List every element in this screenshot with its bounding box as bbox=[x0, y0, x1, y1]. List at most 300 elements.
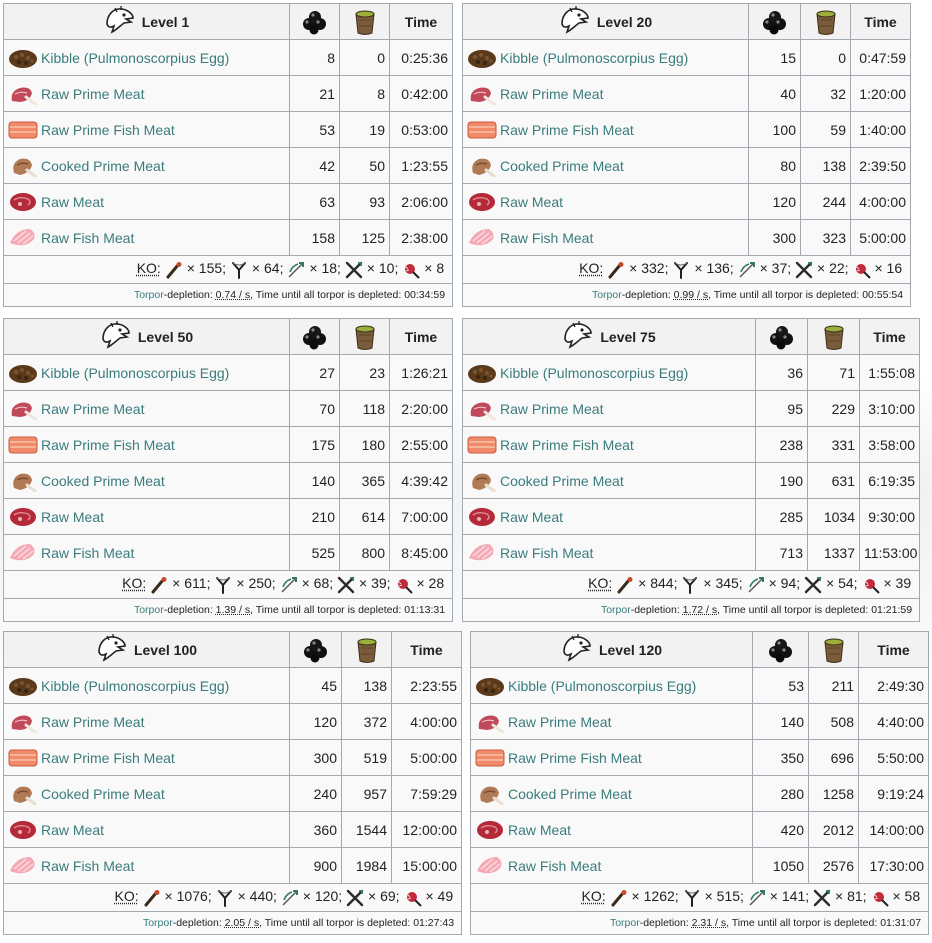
food-cell bbox=[4, 848, 290, 884]
ko-hits: 54 bbox=[838, 575, 854, 592]
tranq-dart-icon bbox=[871, 889, 889, 907]
taming-time: 9:19:24 bbox=[859, 776, 929, 812]
taming-time: 5:00:00 bbox=[851, 220, 911, 256]
ko-hits: 49 bbox=[437, 888, 454, 905]
narcotic-count: 631 bbox=[808, 463, 860, 499]
food-count: 140 bbox=[753, 704, 809, 740]
food-link[interactable]: Raw Prime Fish Meat bbox=[508, 749, 642, 766]
food-count: 240 bbox=[290, 776, 342, 812]
torpor-row bbox=[471, 912, 929, 935]
time-header bbox=[859, 632, 929, 668]
taming-time: 0:42:00 bbox=[390, 76, 453, 112]
ko-hits: 155 bbox=[198, 260, 223, 277]
ko-hits: 120 bbox=[314, 888, 339, 905]
food-link[interactable]: Cooked Prime Meat bbox=[500, 472, 624, 489]
taming-time: 9:30:00 bbox=[860, 499, 920, 535]
crossbow-icon bbox=[813, 889, 831, 907]
food-count: 350 bbox=[753, 740, 809, 776]
raw-prime-fish-meat-icon bbox=[467, 119, 497, 141]
taming-time: 3:58:00 bbox=[860, 427, 920, 463]
torpor-depletion-time: 00:34:59 bbox=[404, 289, 446, 301]
wooden-club-icon bbox=[143, 889, 161, 907]
time-header-label: Time bbox=[864, 13, 897, 30]
wooden-club-icon bbox=[610, 889, 628, 907]
food-count: 280 bbox=[753, 776, 809, 812]
food-link[interactable]: Raw Prime Meat bbox=[500, 400, 604, 417]
food-amount-header bbox=[290, 632, 342, 668]
table-row bbox=[4, 355, 453, 391]
ko-hits: 37 bbox=[771, 260, 788, 277]
food-count: 53 bbox=[753, 668, 809, 704]
ko-hits: 64 bbox=[264, 260, 280, 277]
ko-cell: KO: × 844; × 345; × 94; × 54; × 39 bbox=[463, 571, 920, 599]
food-cell bbox=[463, 463, 756, 499]
raw-fish-meat-icon bbox=[475, 855, 505, 877]
tranq-dart-icon bbox=[402, 261, 420, 279]
torpor-row bbox=[4, 284, 453, 307]
table-row bbox=[4, 776, 462, 812]
dinosaur-skull-icon bbox=[559, 6, 591, 37]
ko-cell: KO: × 611; × 250; × 68; × 39; × 28 bbox=[4, 571, 453, 599]
food-count: 53 bbox=[290, 112, 340, 148]
taming-time: 3:10:00 bbox=[860, 391, 920, 427]
food-cell bbox=[4, 668, 290, 704]
food-count: 27 bbox=[290, 355, 340, 391]
narcotic-count: 0 bbox=[801, 40, 851, 76]
narcotic-count: 59 bbox=[801, 112, 851, 148]
food-count: 120 bbox=[290, 704, 342, 740]
food-count: 175 bbox=[290, 427, 340, 463]
narcotic-count: 957 bbox=[342, 776, 392, 812]
bow-icon bbox=[280, 576, 298, 594]
narcotic-amount-header bbox=[809, 632, 859, 668]
taming-table-level bbox=[470, 631, 929, 935]
torpor-link[interactable]: Torpor bbox=[142, 917, 173, 929]
taming-time: 5:50:00 bbox=[859, 740, 929, 776]
table-row bbox=[471, 776, 929, 812]
taming-time: 4:00:00 bbox=[392, 704, 462, 740]
torpor-prefix: -depletion: bbox=[639, 917, 692, 929]
food-count: 300 bbox=[749, 220, 801, 256]
food-cell bbox=[4, 391, 290, 427]
taming-time: 0:47:59 bbox=[851, 40, 911, 76]
food-link[interactable]: Raw Fish Meat bbox=[41, 857, 135, 874]
raw-fish-meat-icon bbox=[467, 227, 497, 249]
torpor-depletion-time: 00:55:54 bbox=[862, 289, 904, 301]
level-label: Level 100 bbox=[133, 641, 198, 658]
cooked-prime-meat-icon bbox=[475, 783, 505, 805]
food-cell bbox=[471, 740, 753, 776]
taming-table-level bbox=[462, 318, 920, 622]
time-header-label: Time bbox=[877, 641, 910, 658]
dinosaur-skull-icon bbox=[96, 634, 128, 665]
food-link[interactable]: Kibble (Pulmonoscorpius Egg) bbox=[41, 49, 230, 66]
food-count: 100 bbox=[749, 112, 801, 148]
kibble-icon bbox=[475, 675, 505, 697]
food-link[interactable]: Raw Meat bbox=[41, 821, 105, 838]
narcotic-count: 229 bbox=[808, 391, 860, 427]
berries-icon bbox=[760, 9, 790, 35]
torpor-link[interactable]: Torpor bbox=[133, 289, 164, 301]
food-cell bbox=[463, 535, 756, 571]
taming-time: 12:00:00 bbox=[392, 812, 462, 848]
ko-hits: 332 bbox=[641, 260, 665, 277]
food-count: 95 bbox=[756, 391, 808, 427]
narcotic-amount-header bbox=[340, 319, 390, 355]
narcotic-count: 372 bbox=[342, 704, 392, 740]
raw-prime-meat-icon bbox=[475, 711, 505, 733]
level-label: Level 50 bbox=[137, 328, 194, 345]
table-header bbox=[463, 4, 911, 40]
cooked-prime-meat-icon bbox=[467, 155, 497, 177]
table-row bbox=[4, 148, 453, 184]
torpor-rate: 0.99 / s bbox=[673, 289, 709, 301]
taming-time: 17:30:00 bbox=[859, 848, 929, 884]
food-link[interactable]: Raw Fish Meat bbox=[41, 229, 135, 246]
torpor-link[interactable]: Torpor bbox=[600, 604, 631, 616]
taming-time: 4:00:00 bbox=[851, 184, 911, 220]
torpor-row bbox=[4, 599, 453, 622]
food-link[interactable]: Kibble (Pulmonoscorpius Egg) bbox=[41, 364, 230, 381]
table-row bbox=[471, 704, 929, 740]
food-link[interactable]: Raw Meat bbox=[500, 193, 564, 210]
table-row bbox=[471, 848, 929, 884]
torpor-cell bbox=[4, 599, 453, 622]
food-cell bbox=[4, 355, 290, 391]
table-row bbox=[4, 668, 462, 704]
food-link[interactable]: Raw Meat bbox=[41, 508, 105, 525]
stimberry-pot-icon bbox=[819, 323, 849, 351]
food-link[interactable]: Cooked Prime Meat bbox=[508, 785, 632, 802]
torpor-rate: 2.31 / s bbox=[691, 917, 727, 929]
food-link[interactable]: Cooked Prime Meat bbox=[41, 472, 165, 489]
taming-time: 0:25:36 bbox=[390, 40, 453, 76]
table-row bbox=[463, 40, 911, 76]
stimberry-pot-icon bbox=[819, 636, 849, 664]
torpor-rate: 2.05 / s bbox=[224, 917, 260, 929]
food-amount-header bbox=[290, 319, 340, 355]
food-link[interactable]: Raw Prime Fish Meat bbox=[41, 436, 175, 453]
food-link[interactable]: Kibble (Pulmonoscorpius Egg) bbox=[508, 677, 697, 694]
ko-cell: KO: × 332; × 136; × 37; × 22; × 16 bbox=[463, 256, 911, 284]
food-cell bbox=[471, 776, 753, 812]
narcotic-count: 1984 bbox=[342, 848, 392, 884]
table-row bbox=[463, 184, 911, 220]
torpor-rate: 1.72 / s bbox=[682, 604, 718, 616]
ko-label: KO: bbox=[114, 888, 139, 905]
food-link[interactable]: Raw Prime Fish Meat bbox=[41, 121, 175, 138]
dinosaur-skull-icon bbox=[562, 321, 594, 352]
food-cell bbox=[4, 535, 290, 571]
table-header bbox=[471, 632, 929, 668]
torpor-rate: 0.74 / s bbox=[215, 289, 251, 301]
torpor-row bbox=[4, 912, 462, 935]
ko-hits: 18 bbox=[321, 260, 338, 277]
narcotic-amount-header bbox=[808, 319, 860, 355]
ko-hits: 515 bbox=[716, 888, 741, 905]
food-count: 70 bbox=[290, 391, 340, 427]
narcotic-count: 19 bbox=[340, 112, 390, 148]
table-header bbox=[4, 632, 462, 668]
narcotic-count: 696 bbox=[809, 740, 859, 776]
table-row bbox=[4, 427, 453, 463]
food-link[interactable]: Kibble (Pulmonoscorpius Egg) bbox=[41, 677, 230, 694]
table-row bbox=[4, 220, 453, 256]
taming-time: 4:39:42 bbox=[390, 463, 453, 499]
raw-meat-icon bbox=[467, 191, 497, 213]
food-count: 300 bbox=[290, 740, 342, 776]
ko-label: KO: bbox=[122, 575, 147, 592]
ko-row bbox=[471, 884, 929, 912]
table-row bbox=[4, 812, 462, 848]
stimberry-pot-icon bbox=[350, 323, 380, 351]
ko-hits: 611 bbox=[184, 575, 207, 592]
slingshot-icon bbox=[681, 576, 699, 594]
narcotic-count: 1337 bbox=[808, 535, 860, 571]
table-row bbox=[463, 355, 920, 391]
bow-icon bbox=[287, 261, 305, 279]
food-cell bbox=[4, 220, 290, 256]
narcotic-amount-header bbox=[342, 632, 392, 668]
narcotic-count: 23 bbox=[340, 355, 390, 391]
food-link[interactable]: Cooked Prime Meat bbox=[500, 157, 624, 174]
ko-hits: 440 bbox=[249, 888, 274, 905]
taming-time: 1:55:08 bbox=[860, 355, 920, 391]
food-count: 63 bbox=[290, 184, 340, 220]
narcotic-count: 32 bbox=[801, 76, 851, 112]
torpor-middle: , Time until all torpor is depleted: bbox=[717, 604, 872, 616]
taming-time: 7:00:00 bbox=[390, 499, 453, 535]
ko-hits: 136 bbox=[706, 260, 730, 277]
slingshot-icon bbox=[683, 889, 701, 907]
food-cell bbox=[4, 740, 290, 776]
food-cell bbox=[4, 184, 290, 220]
food-cell bbox=[463, 499, 756, 535]
ko-hits: 39 bbox=[371, 575, 387, 592]
food-link[interactable]: Raw Fish Meat bbox=[508, 857, 602, 874]
food-count: 525 bbox=[290, 535, 340, 571]
torpor-middle: , Time until all torpor is depleted: bbox=[726, 917, 881, 929]
taming-time: 5:00:00 bbox=[392, 740, 462, 776]
food-count: 713 bbox=[756, 535, 808, 571]
food-count: 900 bbox=[290, 848, 342, 884]
food-cell bbox=[4, 148, 290, 184]
food-cell bbox=[463, 112, 749, 148]
taming-time: 1:40:00 bbox=[851, 112, 911, 148]
dinosaur-skull-icon bbox=[561, 634, 593, 665]
food-cell bbox=[463, 148, 749, 184]
food-link[interactable]: Kibble (Pulmonoscorpius Egg) bbox=[500, 49, 689, 66]
food-count: 238 bbox=[756, 427, 808, 463]
food-count: 15 bbox=[749, 40, 801, 76]
narcotic-count: 138 bbox=[342, 668, 392, 704]
wooden-club-icon bbox=[150, 576, 168, 594]
raw-prime-meat-icon bbox=[8, 83, 38, 105]
torpor-depletion-time: 01:27:43 bbox=[413, 917, 455, 929]
raw-meat-icon bbox=[475, 819, 505, 841]
table-row bbox=[4, 848, 462, 884]
narcotic-count: 0 bbox=[340, 40, 390, 76]
bow-icon bbox=[738, 261, 756, 279]
ko-hits: 250 bbox=[248, 575, 272, 592]
food-link[interactable]: Cooked Prime Meat bbox=[41, 785, 165, 802]
stimberry-pot-icon bbox=[350, 8, 380, 36]
level-label: Level 20 bbox=[596, 13, 653, 30]
time-header-label: Time bbox=[410, 641, 443, 658]
table-row bbox=[471, 668, 929, 704]
raw-prime-fish-meat-icon bbox=[467, 434, 497, 456]
food-count: 40 bbox=[749, 76, 801, 112]
food-cell bbox=[463, 220, 749, 256]
food-link[interactable]: Raw Prime Fish Meat bbox=[41, 749, 175, 766]
food-cell bbox=[4, 463, 290, 499]
food-count: 420 bbox=[753, 812, 809, 848]
kibble-icon bbox=[467, 47, 497, 69]
torpor-row bbox=[463, 599, 920, 622]
food-link[interactable]: Cooked Prime Meat bbox=[41, 157, 165, 174]
taming-time: 14:00:00 bbox=[859, 812, 929, 848]
torpor-cell bbox=[463, 284, 911, 307]
food-count: 8 bbox=[290, 40, 340, 76]
tranq-dart-icon bbox=[395, 576, 413, 594]
food-amount-header bbox=[290, 4, 340, 40]
stimberry-pot-icon bbox=[811, 8, 841, 36]
narcotic-count: 2012 bbox=[809, 812, 859, 848]
food-count: 42 bbox=[290, 148, 340, 184]
ko-hits: 58 bbox=[904, 888, 921, 905]
food-link[interactable]: Raw Fish Meat bbox=[500, 229, 594, 246]
food-link[interactable]: Raw Prime Meat bbox=[41, 400, 145, 417]
taming-time: 0:53:00 bbox=[390, 112, 453, 148]
narcotic-amount-header bbox=[801, 4, 851, 40]
torpor-link[interactable]: Torpor bbox=[133, 604, 164, 616]
time-header-label: Time bbox=[873, 328, 906, 345]
table-row bbox=[463, 427, 920, 463]
food-cell bbox=[463, 184, 749, 220]
taming-time: 1:20:00 bbox=[851, 76, 911, 112]
food-cell bbox=[4, 499, 290, 535]
ko-hits: 141 bbox=[781, 888, 806, 905]
taming-time: 15:00:00 bbox=[392, 848, 462, 884]
crossbow-icon bbox=[345, 261, 363, 279]
torpor-cell bbox=[463, 599, 920, 622]
raw-meat-icon bbox=[8, 191, 38, 213]
ko-cell: KO: × 1262; × 515; × 141; × 81; × 58 bbox=[471, 884, 929, 912]
ko-hits: 39 bbox=[895, 575, 912, 592]
food-cell bbox=[463, 427, 756, 463]
narcotic-count: 508 bbox=[809, 704, 859, 740]
taming-time: 2:38:00 bbox=[390, 220, 453, 256]
narcotic-count: 1544 bbox=[342, 812, 392, 848]
narcotic-count: 138 bbox=[801, 148, 851, 184]
table-row bbox=[4, 112, 453, 148]
ko-hits: 81 bbox=[847, 888, 863, 905]
food-cell bbox=[463, 40, 749, 76]
ko-label: KO: bbox=[588, 575, 613, 592]
wooden-club-icon bbox=[616, 576, 634, 594]
bow-icon bbox=[748, 889, 766, 907]
taming-time: 2:20:00 bbox=[390, 391, 453, 427]
raw-fish-meat-icon bbox=[8, 542, 38, 564]
table-row bbox=[4, 76, 453, 112]
torpor-middle: , Time until all torpor is depleted: bbox=[250, 604, 405, 616]
food-link[interactable]: Raw Meat bbox=[508, 821, 572, 838]
torpor-link[interactable]: Torpor bbox=[609, 917, 640, 929]
narcotic-count: 93 bbox=[340, 184, 390, 220]
ko-label: KO: bbox=[579, 260, 604, 277]
raw-prime-meat-icon bbox=[467, 398, 497, 420]
food-link[interactable]: Raw Prime Fish Meat bbox=[500, 121, 634, 138]
slingshot-icon bbox=[230, 261, 248, 279]
torpor-cell bbox=[4, 912, 462, 935]
food-link[interactable]: Raw Fish Meat bbox=[41, 544, 135, 561]
narcotic-count: 331 bbox=[808, 427, 860, 463]
food-cell bbox=[471, 848, 753, 884]
berries-icon bbox=[766, 637, 796, 663]
torpor-prefix: -depletion: bbox=[630, 604, 683, 616]
tranq-dart-icon bbox=[853, 261, 871, 279]
food-link[interactable]: Raw Prime Meat bbox=[41, 85, 145, 102]
food-link[interactable]: Kibble (Pulmonoscorpius Egg) bbox=[500, 364, 689, 381]
food-cell bbox=[4, 76, 290, 112]
taming-time: 1:23:55 bbox=[390, 148, 453, 184]
ko-hits: 22 bbox=[829, 260, 845, 277]
ko-hits: 8 bbox=[436, 260, 445, 277]
table-row bbox=[4, 704, 462, 740]
ko-row bbox=[4, 571, 453, 599]
food-count: 190 bbox=[756, 463, 808, 499]
time-header bbox=[390, 319, 453, 355]
food-link[interactable]: Raw Fish Meat bbox=[500, 544, 594, 561]
food-cell bbox=[463, 355, 756, 391]
food-link[interactable]: Raw Prime Meat bbox=[500, 85, 604, 102]
food-amount-header bbox=[749, 4, 801, 40]
berries-icon bbox=[767, 324, 797, 350]
food-link[interactable]: Raw Meat bbox=[500, 508, 564, 525]
torpor-prefix: -depletion: bbox=[621, 289, 674, 301]
table-row bbox=[4, 463, 453, 499]
raw-meat-icon bbox=[467, 506, 497, 528]
food-link[interactable]: Raw Prime Fish Meat bbox=[500, 436, 634, 453]
torpor-middle: , Time until all torpor is depleted: bbox=[708, 289, 863, 301]
food-link[interactable]: Raw Meat bbox=[41, 193, 105, 210]
raw-fish-meat-icon bbox=[8, 227, 38, 249]
ko-hits: 1262 bbox=[643, 888, 675, 905]
table-row bbox=[463, 463, 920, 499]
ko-cell: KO: × 1076; × 440; × 120; × 69; × 49 bbox=[4, 884, 462, 912]
ko-hits: 69 bbox=[380, 888, 396, 905]
narcotic-count: 2576 bbox=[809, 848, 859, 884]
ko-row bbox=[463, 256, 911, 284]
food-link[interactable]: Raw Prime Meat bbox=[508, 713, 612, 730]
taming-time: 2:39:50 bbox=[851, 148, 911, 184]
table-row bbox=[471, 812, 929, 848]
food-count: 45 bbox=[290, 668, 342, 704]
torpor-prefix: -depletion: bbox=[172, 917, 225, 929]
food-count: 285 bbox=[756, 499, 808, 535]
slingshot-icon bbox=[216, 889, 234, 907]
table-row bbox=[463, 76, 911, 112]
raw-fish-meat-icon bbox=[467, 542, 497, 564]
ko-hits: 345 bbox=[715, 575, 739, 592]
table-row bbox=[4, 740, 462, 776]
table-header bbox=[4, 4, 453, 40]
bow-icon bbox=[747, 576, 765, 594]
bow-icon bbox=[281, 889, 299, 907]
torpor-link[interactable]: Torpor bbox=[591, 289, 622, 301]
food-link[interactable]: Raw Prime Meat bbox=[41, 713, 145, 730]
narcotic-count: 125 bbox=[340, 220, 390, 256]
